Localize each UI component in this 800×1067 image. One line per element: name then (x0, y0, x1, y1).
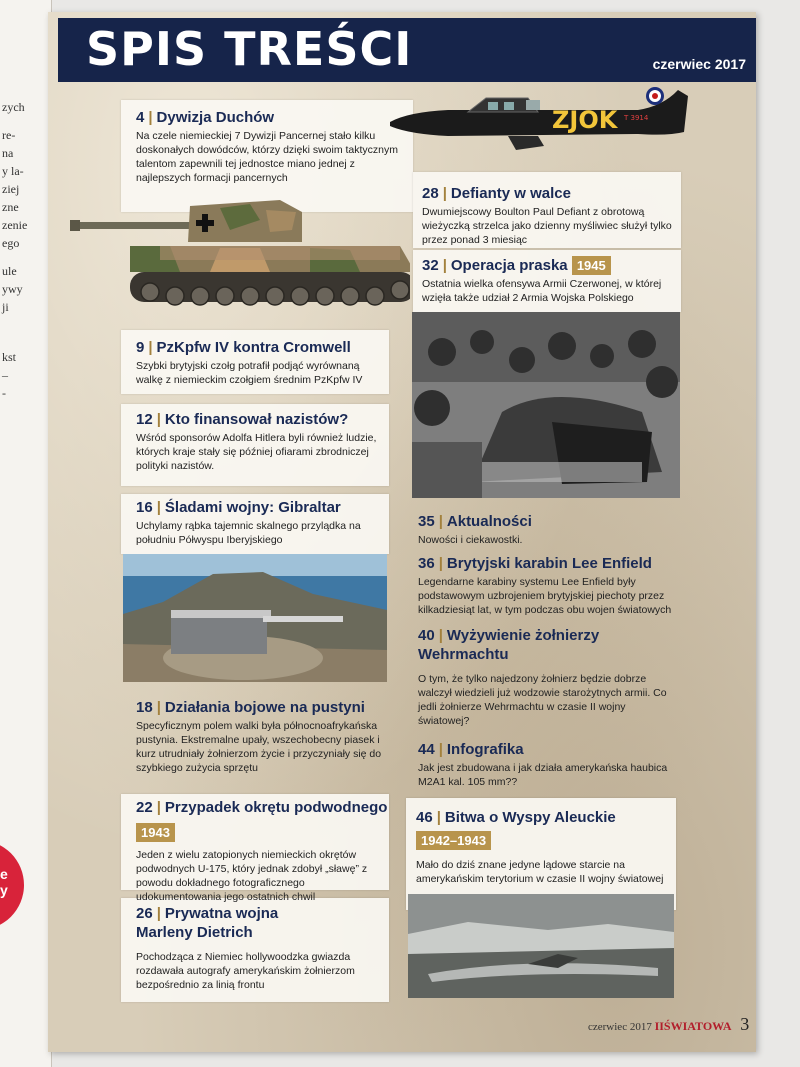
entry-title: Przypadek okrętu podwodnego (164, 799, 388, 816)
entry-number: 32 (422, 257, 439, 274)
entry-description: Szybki brytyjski czołg potrafił podjąć wyrównaną walkę z niemieckim czołgiem średnim PzKpfw IV (136, 360, 363, 386)
entry-description: Specyficznym polem walki była północnoafrykańska pustynia. Ekstremalne upały, wszechobecny piasek i kurz utrudniały żołnierzom życie i przyczyniały się do szybkiego zużycia sprzętu (136, 720, 382, 774)
issue-date: czerwiec 2017 (652, 56, 746, 72)
entry-title: Śladami wojny: Gibraltar (164, 499, 341, 516)
toc-entry-44[interactable]: 44 | Infografika Jak jest zbudowana i jak działa amerykańska haubica M2A1 kal. 105 mm?? (418, 740, 678, 789)
entry-number: 9 (136, 339, 145, 356)
prev-page-fragment: ziej (2, 182, 20, 196)
entry-title: PzKpfw IV kontra Cromwell (156, 339, 351, 356)
prev-page-fragment: kst (2, 350, 17, 364)
entry-description: Uchylamy rąbka tajemnic skalnego przylądka na południu Półwyspu Iberyjskiego (136, 520, 361, 546)
entry-title: Defianty w walce (450, 185, 571, 202)
prev-page-fragment: ego (2, 236, 20, 250)
toc-entry-35[interactable]: 35 | Aktualności Nowości i ciekawostki. (418, 512, 678, 547)
toc-entry-32[interactable]: 32 | Operacja praska 1945 Ostatnia wielka ofensywa Armii Czerwonej, w której wzięła także udział 2 Armia Wojska Polskiego (422, 256, 676, 305)
footer-brand-number: II (654, 1019, 664, 1033)
entry-description: Jeden z wielu zatopionych niemieckich okrętów podwodnych U-175, który jednak zdobył „sławę” z powodu dokładnego fotograficznego udokumentowania jego ostatnich chwil (136, 849, 368, 903)
toc-entry-36[interactable]: 36 | Brytyjski karabin Lee Enfield Legendarne karabiny systemu Lee Enfield były podstawowym uzbrojeniem brytyjskiej piechoty przez kilkadziesiąt lat, w tym podczas obu wojen światowych (418, 554, 678, 617)
prev-page-fragment: ji (2, 300, 9, 314)
toc-page (48, 12, 756, 1052)
entry-number: 46 (416, 809, 433, 826)
entry-title-line2: Marleny Dietrich (136, 924, 253, 941)
prev-page-fragment: – (2, 368, 8, 382)
toc-entry-18[interactable]: 18 | Działania bojowe na pustyni Specyficznym polem walki była północnoafrykańska pustynia. Ekstremalne upały, wszechobecny piasek i kurz utrudniały żołnierzom życie i przyczyniały się do szybkiego zużycia sprzętu (136, 698, 388, 775)
prev-page-fragment: zenie (2, 218, 28, 232)
entry-description: O tym, że tylko najedzony żołnierz będzie dobrze walczył wiedzieli już wodzowie starożytnych armii. Co jedli żołnierze Wehrmachtu w czasie II wojny światowej? (418, 673, 667, 727)
toc-entry-40[interactable]: 40 | Wyżywienie żołnierzy Wehrmachtu O tym, że tylko najedzony żołnierz będzie dobrze walczył wiedzieli już wodzowie starożytnych armii. Co jedli żołnierze Wehrmachtu w czasie II wojny światowej? (418, 626, 678, 728)
toc-entry-12[interactable]: 12 | Kto finansował nazistów? Wśród sponsorów Adolfa Hitlera byli również ludzie, których kraje stały się później ofiarami zbrodniczej polityki nazistów. (136, 410, 388, 473)
entry-number: 28 (422, 185, 439, 202)
plane-serial: T 3914 (624, 114, 649, 122)
year-badge: 1945 (572, 256, 611, 275)
entry-number: 12 (136, 411, 153, 428)
prev-page-fragment: zych (2, 100, 25, 114)
entry-title: Brytyjski karabin Lee Enfield (446, 555, 652, 572)
toc-entry-28[interactable]: 28 | Defianty w walce Dwumiejscowy Boulton Paul Defiant z obrotową wieżyczką strzelca jako dzienny myśliwiec służył tylko przez ponad 3 miesiąc (422, 184, 676, 247)
prague-crowd-photo (412, 312, 680, 498)
entry-title: Prywatna wojna (164, 905, 279, 922)
toc-entry-16[interactable]: 16 | Śladami wojny: Gibraltar Uchylamy rąbka tajemnic skalnego przylądka na południu Półwyspu Iberyjskiego (136, 498, 388, 547)
entry-title: Działania bojowe na pustyni (164, 699, 365, 716)
entry-description: Jak jest zbudowana i jak działa amerykańska haubica M2A1 kal. 105 mm?? (418, 762, 668, 788)
entry-number: 18 (136, 699, 153, 716)
entry-number: 4 (136, 109, 145, 126)
entry-number: 36 (418, 555, 435, 572)
entry-title: Kto finansował nazistów? (164, 411, 349, 428)
toc-entry-46[interactable]: 46 | Bitwa o Wyspy Aleuckie 1942–1943 Mało do dziś znane jedyne lądowe starcie na amerykańskim terytorium w czasie II wojny światowej (416, 808, 674, 886)
plane-code: ZJOK (552, 106, 618, 134)
gibraltar-photo (123, 554, 387, 682)
entry-title: Bitwa o Wyspy Aleuckie (444, 809, 616, 826)
entry-number: 16 (136, 499, 153, 516)
prev-page-fragment: ule (2, 264, 17, 278)
entry-title-line2: Wehrmachtu (418, 646, 509, 663)
page-footer (588, 1014, 749, 1035)
entry-number: 35 (418, 513, 435, 530)
entry-description: Dwumiejscowy Boulton Paul Defiant z obrotową wieżyczką strzelca jako dzienny myśliwiec służył tylko przez ponad 3 miesiąc (422, 206, 672, 246)
toc-entry-26[interactable]: 26 | Prywatna wojna Marleny Dietrich Pochodząca z Niemiec hollywoodzka gwiazda rozdawała autografy amerykańskim żołnierzom bezpośrednio za linią frontu (136, 904, 388, 992)
entry-description: Mało do dziś znane jedyne lądowe starcie na amerykańskim terytorium w czasie II wojny światowej (416, 859, 664, 885)
prev-page-fragment: - (2, 386, 6, 400)
toc-entry-9[interactable]: 9 | PzKpfw IV kontra Cromwell Szybki brytyjski czołg potrafił podjąć wyrównaną walkę z niemieckim czołgiem średnim PzKpfw IV (136, 338, 388, 387)
aleutian-plane-wreck-photo (408, 894, 674, 998)
prev-page-fragment: y la- (2, 164, 24, 178)
prev-page-fragment: na (2, 146, 14, 160)
entry-title: Aktualności (446, 513, 532, 530)
year-badge: 1942–1943 (416, 831, 491, 850)
entry-title: Dywizja Duchów (156, 109, 275, 126)
entry-title: Operacja praska (450, 257, 568, 274)
entry-description: Wśród sponsorów Adolfa Hitlera byli również ludzie, których kraje stały się później ofiarami zbrodniczej polityki nazistów. (136, 432, 377, 472)
panzer-iv-illustration (70, 190, 410, 330)
page-number: 3 (740, 1014, 750, 1034)
defiant-aircraft-illustration (388, 76, 688, 166)
footer-brand: ŚWIATOWA (663, 1019, 732, 1033)
page-title: SPIS TREŚCI (86, 22, 413, 76)
entry-number: 44 (418, 741, 435, 758)
entry-description: Na czele niemieckiej 7 Dywizji Pancernej stało kilku doskonałych dowódców, którzy dzięki swoim taktycznym talentom zapewnili tej jednostce miano jednej z najlepszych formacji pancernych (136, 130, 399, 184)
toc-entry-22[interactable]: 22 | Przypadek okrętu podwodnego 1943 Jeden z wielu zatopionych niemieckich okrętów podwodnych U-175, który jednak zdobył „sławę” z powodu dokładnego fotograficznego udokumentowania jego ostatnich chwil (136, 799, 388, 903)
prev-page-fragment: re- (2, 128, 16, 142)
entry-number: 22 (136, 799, 153, 816)
previous-page-edge (0, 0, 52, 1067)
entry-description: Ostatnia wielka ofensywa Armii Czerwonej, w której wzięła także udział 2 Armia Wojska Polskiego (422, 278, 662, 304)
prev-page-fragment: ywy (2, 282, 23, 296)
entry-description: Legendarne karabiny systemu Lee Enfield były podstawowym uzbrojeniem brytyjskiej piechoty przez kilkadziesiąt lat, w tym podczas obu wojen światowych (418, 576, 672, 616)
page-header (58, 18, 756, 82)
toc-entry-4[interactable]: 4 | Dywizja Duchów Na czele niemieckiej 7 Dywizji Pancernej stało kilku doskonałych dowódców, którzy dzięki swoim taktycznym talentom zapewnili tej jednostce miano jednej z najlepszych formacji pancernych (136, 108, 408, 185)
year-badge: 1943 (136, 823, 175, 842)
entry-description: Pochodząca z Niemiec hollywoodzka gwiazda rozdawała autografy amerykańskim żołnierzom bezpośrednio za linią frontu (136, 951, 355, 991)
footer-date: czerwiec 2017 (588, 1021, 652, 1033)
prev-page-fragment: zne (2, 200, 19, 214)
entry-number: 26 (136, 905, 153, 922)
entry-title: Wyżywienie żołnierzy (446, 627, 600, 644)
prev-page-badge: e y (0, 840, 24, 930)
entry-description: Nowości i ciekawostki. (418, 534, 523, 546)
entry-number: 40 (418, 627, 435, 644)
entry-title: Infografika (446, 741, 524, 758)
